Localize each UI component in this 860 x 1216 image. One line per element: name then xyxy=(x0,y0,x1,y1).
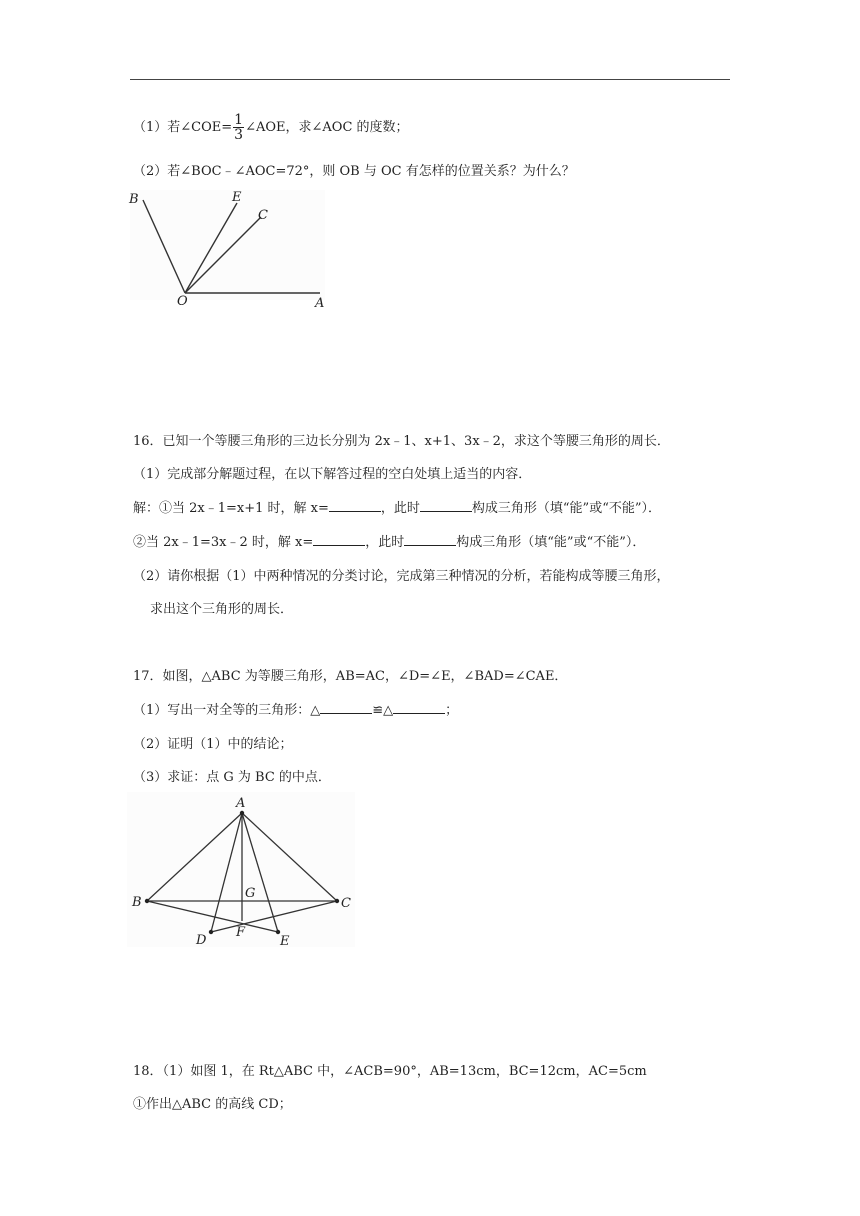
label-e: E xyxy=(280,934,290,949)
label-d: D xyxy=(196,933,207,948)
q16-case1: 解：①当 2x﹣1=x+1 时，解 x= ，此时 构成三角形（填“能”或“不能”）． xyxy=(133,501,661,516)
answer-blank[interactable] xyxy=(404,533,456,546)
q17-part3: （3）求证：点 G 为 BC 的中点． xyxy=(133,770,331,785)
label-g: G xyxy=(245,886,256,901)
q16-stem: 16．已知一个等腰三角形的三边长分别为 2x﹣1、x+1、3x﹣2，求这个等腰三角形的周长． xyxy=(133,434,670,449)
header-rule xyxy=(130,79,730,80)
figure-angles-at-o xyxy=(125,185,335,310)
label-e: E xyxy=(232,190,242,205)
figure-isosceles-triangle xyxy=(125,790,360,950)
label-b: B xyxy=(132,895,142,910)
q17-part1: （1）写出一对全等的三角形：△ ≌△ ； xyxy=(133,703,459,718)
label-f: F xyxy=(236,925,246,940)
answer-blank[interactable] xyxy=(420,499,472,512)
q17-stem: 17．如图，△ABC 为等腰三角形，AB=AC，∠D=∠E，∠BAD=∠CAE． xyxy=(133,669,568,684)
label-c: C xyxy=(258,208,268,223)
fraction-one-third: $\frac{1}{3}$ xyxy=(234,112,244,143)
q18-stem: 18．（1）如图 1，在 Rt△ABC 中，∠ACB=90°，AB=13cm，BC=12cm，AC=5cm xyxy=(133,1064,647,1079)
answer-blank[interactable] xyxy=(320,701,372,714)
q16-case2: ②当 2x﹣1=3x﹣2 时，解 x= ，此时 构成三角形（填“能”或“不能”）． xyxy=(133,535,646,550)
q15-part1: （1）若∠COE= $\frac{1}{3}$ ∠AOE，求∠AOC 的度数； xyxy=(133,112,409,143)
q16-part2-line2: 求出这个三角形的周长． xyxy=(150,602,294,617)
label-a: A xyxy=(236,796,246,811)
label-c: C xyxy=(341,896,351,911)
q18-item1: ①作出△ABC 的高线 CD； xyxy=(133,1097,292,1112)
answer-blank[interactable] xyxy=(393,701,445,714)
q17-part2: （2）证明（1）中的结论； xyxy=(133,737,293,752)
answer-blank[interactable] xyxy=(329,499,381,512)
label-b: B xyxy=(129,192,139,207)
q15-part2: （2）若∠BOC﹣∠AOC=72°，则 OB 与 OC 有怎样的位置关系？为什么？ xyxy=(133,164,575,179)
q16-part2-line1: （2）请你根据（1）中两种情况的分类讨论，完成第三种情况的分析，若能构成等腰三角形， xyxy=(133,569,670,584)
label-o: O xyxy=(177,294,188,309)
q16-part1: （1）完成部分解题过程，在以下解答过程的空白处填上适当的内容． xyxy=(133,467,532,482)
answer-blank[interactable] xyxy=(313,533,365,546)
label-a: A xyxy=(315,296,325,310)
